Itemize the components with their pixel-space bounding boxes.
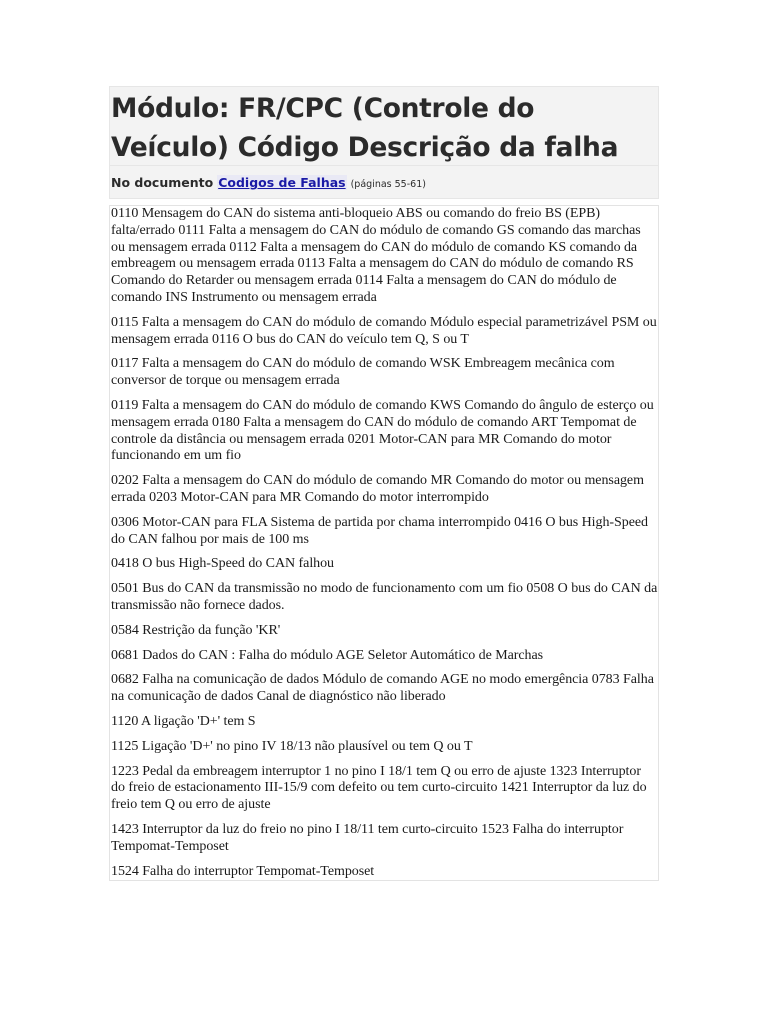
title-section bbox=[109, 86, 659, 165]
source-reference bbox=[109, 165, 659, 199]
fault-code-entry: 0584 Restrição da função 'KR' bbox=[111, 622, 281, 638]
fault-code-entry: 1423 Interruptor da luz do freio no pino I 18/11 tem curto-circuito 1523 Falha do interruptor Tempomat-Temposet bbox=[111, 821, 624, 854]
fault-code-entry: 0115 Falta a mensagem do CAN do módulo de comando Módulo especial parametrizável PSM ou mensagem errada 0116 O bus do CAN do veículo tem Q, S ou T bbox=[111, 314, 657, 347]
fault-code-entry: 0682 Falha na comunicação de dados Módulo de comando AGE no modo emergência 0783 Falha na comunicação de dados Canal de diagnóstico não liberado bbox=[111, 672, 654, 705]
document-body bbox=[109, 86, 659, 881]
fault-code-entry: 0110 Mensagem do CAN do sistema anti-bloqueio ABS ou comando do freio BS (EPB) falta/errado 0111 Falta a mensagem do CAN do módulo de comando GS comando das marchas ou mensagem errada 0112 Falta a mensagem do CAN do módulo de comando KS comando da embreagem ou mensagem errada 0113 Falta a mensagem do CAN do módulo de comando RS Comando do Retarder ou mensagem errada 0114 Falta a mensagem do CAN do módulo de comando INS Instrumento ou mensagem errada bbox=[111, 206, 641, 305]
source-pages-note: (páginas 55-61) bbox=[350, 179, 426, 190]
fault-code-entry: 1223 Pedal da embreagem interruptor 1 no pino I 18/1 tem Q ou erro de ajuste 1323 Interruptor do freio de estacionamento III-15/9 com defeito ou tem curto-circuito 1421 Interruptor da luz do freio tem Q ou erro de ajuste bbox=[111, 763, 647, 813]
fault-code-entry: 0202 Falta a mensagem do CAN do módulo de comando MR Comando do motor ou mensagem errada 0203 Motor-CAN para MR Comando do motor interrompido bbox=[111, 473, 644, 505]
fault-code-entry: 0501 Bus do CAN da transmissão no modo de funcionamento com um fio 0508 O bus do CAN da transmissão não fornece dados. bbox=[111, 581, 658, 613]
fault-code-entry: 0117 Falta a mensagem do CAN do módulo de comando WSK Embreagem mecânica com conversor de torque ou mensagem errada bbox=[111, 356, 615, 389]
source-document-link[interactable]: Codigos de Falhas bbox=[218, 175, 346, 190]
fault-code-entry: 1125 Ligação 'D+' no pino IV 18/13 não plausível ou tem Q ou T bbox=[111, 738, 473, 754]
fault-code-entry: 1524 Falha do interruptor Tempomat-Temposet bbox=[111, 863, 375, 879]
page-title: Módulo: FR/CPC (Controle do Veículo) Código Descrição da falha bbox=[111, 93, 619, 163]
fault-code-entry: 0418 O bus High-Speed do CAN falhou bbox=[111, 556, 335, 572]
fault-code-entry: 0681 Dados do CAN : Falha do módulo AGE Seletor Automático de Marchas bbox=[111, 647, 544, 663]
fault-code-entry: 0306 Motor-CAN para FLA Sistema de partida por chama interrompido 0416 O bus High-Speed do CAN falhou por mais de 100 ms bbox=[111, 514, 648, 547]
fault-code-entry: 0119 Falta a mensagem do CAN do módulo de comando KWS Comando do ângulo de esterço ou mensagem errada 0180 Falta a mensagem do CAN do módulo de comando ART Tempomat de controle da distância ou mensagem errada 0201 Motor-CAN para MR Comando do motor funcionando em um fio bbox=[111, 397, 654, 464]
fault-code-list bbox=[109, 205, 659, 881]
fault-code-entry: 1120 A ligação 'D+' tem S bbox=[111, 713, 256, 729]
source-label: No documento bbox=[111, 175, 214, 190]
